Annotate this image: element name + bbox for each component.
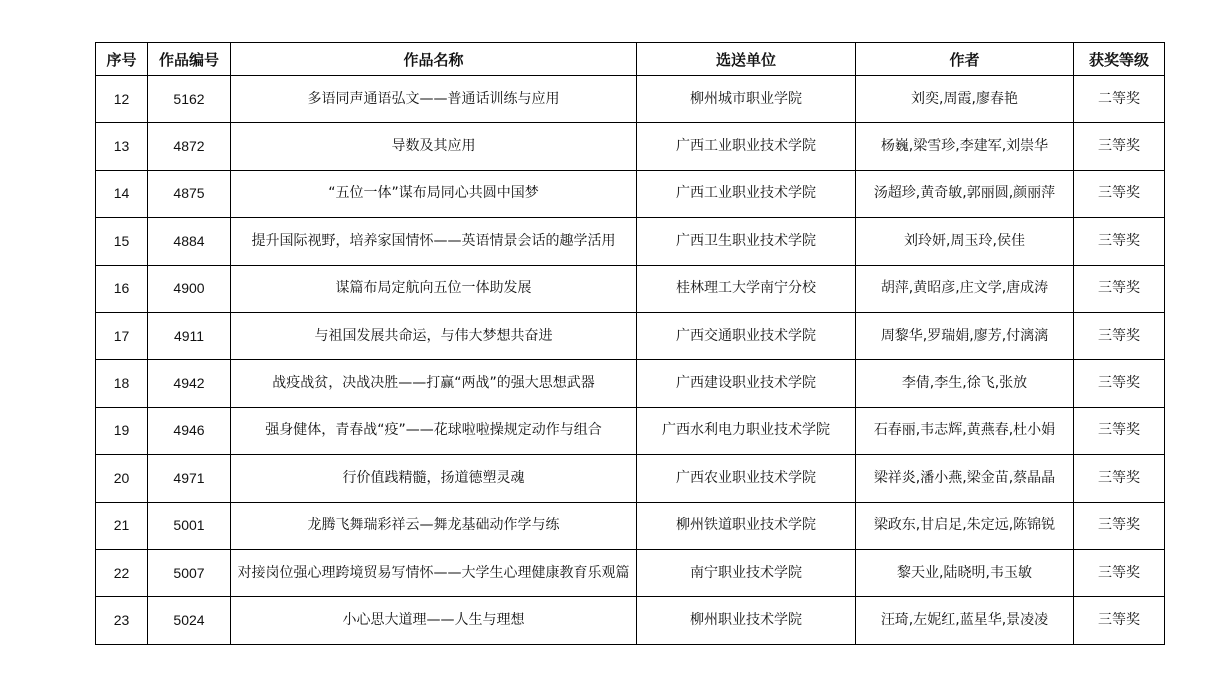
cell-title: 龙腾飞舞瑞彩祥云—舞龙基础动作学与练	[231, 502, 637, 549]
cell-authors: 汪琦,左妮红,蓝星华,景凌凌	[856, 597, 1074, 644]
cell-unit: 广西工业职业技术学院	[637, 123, 856, 170]
cell-code: 4911	[148, 312, 231, 359]
cell-seq: 17	[96, 312, 148, 359]
cell-title: 战疫战贫，决战决胜——打赢“两战”的强大思想武器	[231, 360, 637, 407]
table-row	[96, 218, 1165, 265]
cell-award: 三等奖	[1074, 407, 1165, 454]
cell-code: 4884	[148, 218, 231, 265]
cell-code: 4942	[148, 360, 231, 407]
cell-seq: 21	[96, 502, 148, 549]
cell-title: 多语同声通语弘文——普通话训练与应用	[231, 76, 637, 123]
cell-code: 4946	[148, 407, 231, 454]
cell-title: 导数及其应用	[231, 123, 637, 170]
table-row	[96, 265, 1165, 312]
table-row	[96, 360, 1165, 407]
cell-award: 三等奖	[1074, 502, 1165, 549]
cell-code: 4971	[148, 455, 231, 502]
cell-seq: 19	[96, 407, 148, 454]
cell-code: 5007	[148, 549, 231, 596]
cell-unit: 柳州城市职业学院	[637, 76, 856, 123]
cell-code: 4900	[148, 265, 231, 312]
cell-seq: 16	[96, 265, 148, 312]
cell-title: 提升国际视野，培养家国情怀——英语情景会话的趣学活用	[231, 218, 637, 265]
cell-unit: 南宁职业技术学院	[637, 549, 856, 596]
cell-seq: 22	[96, 549, 148, 596]
cell-title: 与祖国发展共命运，与伟大梦想共奋进	[231, 312, 637, 359]
cell-seq: 23	[96, 597, 148, 644]
header-title: 作品名称	[231, 43, 637, 76]
cell-unit: 广西农业职业技术学院	[637, 455, 856, 502]
cell-authors: 胡萍,黄昭彦,庄文学,唐成涛	[856, 265, 1074, 312]
table-row	[96, 597, 1165, 644]
cell-unit: 广西建设职业技术学院	[637, 360, 856, 407]
cell-award: 三等奖	[1074, 360, 1165, 407]
cell-seq: 14	[96, 170, 148, 217]
cell-award: 三等奖	[1074, 549, 1165, 596]
header-row	[96, 43, 1165, 76]
cell-title: 小心思大道理——人生与理想	[231, 597, 637, 644]
cell-unit: 广西卫生职业技术学院	[637, 218, 856, 265]
cell-title: “五位一体”谋布局同心共圆中国梦	[231, 170, 637, 217]
cell-unit: 广西工业职业技术学院	[637, 170, 856, 217]
table-row	[96, 170, 1165, 217]
cell-seq: 12	[96, 76, 148, 123]
cell-award: 三等奖	[1074, 123, 1165, 170]
cell-unit: 广西交通职业技术学院	[637, 312, 856, 359]
cell-code: 5001	[148, 502, 231, 549]
table-row	[96, 549, 1165, 596]
cell-award: 三等奖	[1074, 265, 1165, 312]
cell-title: 强身健体，青春战“疫”——花球啦啦操规定动作与组合	[231, 407, 637, 454]
cell-seq: 15	[96, 218, 148, 265]
header-code: 作品编号	[148, 43, 231, 76]
cell-title: 行价值践精髓，扬道德塑灵魂	[231, 455, 637, 502]
cell-unit: 柳州铁道职业技术学院	[637, 502, 856, 549]
cell-authors: 黎天业,陆晓明,韦玉敏	[856, 549, 1074, 596]
header-authors: 作者	[856, 43, 1074, 76]
awards-table	[95, 42, 1165, 645]
header-award: 获奖等级	[1074, 43, 1165, 76]
cell-award: 三等奖	[1074, 455, 1165, 502]
cell-authors: 梁政东,甘启足,朱定远,陈锦锐	[856, 502, 1074, 549]
cell-unit: 柳州职业技术学院	[637, 597, 856, 644]
cell-seq: 20	[96, 455, 148, 502]
cell-unit: 广西水利电力职业技术学院	[637, 407, 856, 454]
header-seq: 序号	[96, 43, 148, 76]
cell-award: 二等奖	[1074, 76, 1165, 123]
cell-title: 对接岗位强心理跨境贸易写情怀——大学生心理健康教育乐观篇	[231, 549, 637, 596]
cell-award: 三等奖	[1074, 170, 1165, 217]
cell-award: 三等奖	[1074, 218, 1165, 265]
cell-authors: 石春丽,韦志辉,黄燕春,杜小娟	[856, 407, 1074, 454]
cell-authors: 汤超珍,黄奇敏,郭丽圆,颜丽萍	[856, 170, 1074, 217]
cell-seq: 18	[96, 360, 148, 407]
cell-authors: 刘奕,周霞,廖春艳	[856, 76, 1074, 123]
table-row	[96, 76, 1165, 123]
table-row	[96, 123, 1165, 170]
cell-unit: 桂林理工大学南宁分校	[637, 265, 856, 312]
table-row	[96, 455, 1165, 502]
cell-code: 4872	[148, 123, 231, 170]
cell-code: 4875	[148, 170, 231, 217]
cell-title: 谋篇布局定航向五位一体助发展	[231, 265, 637, 312]
cell-seq: 13	[96, 123, 148, 170]
header-unit: 选送单位	[637, 43, 856, 76]
cell-authors: 李倩,李生,徐飞,张放	[856, 360, 1074, 407]
cell-award: 三等奖	[1074, 312, 1165, 359]
cell-authors: 刘玲妍,周玉玲,侯佳	[856, 218, 1074, 265]
cell-code: 5024	[148, 597, 231, 644]
cell-authors: 周黎华,罗瑞娟,廖芳,付漓漓	[856, 312, 1074, 359]
table-row	[96, 407, 1165, 454]
table-row	[96, 312, 1165, 359]
cell-authors: 杨巍,梁雪珍,李建军,刘崇华	[856, 123, 1074, 170]
table-row	[96, 502, 1165, 549]
cell-code: 5162	[148, 76, 231, 123]
cell-authors: 梁祥炎,潘小燕,梁金苗,蔡晶晶	[856, 455, 1074, 502]
cell-award: 三等奖	[1074, 597, 1165, 644]
